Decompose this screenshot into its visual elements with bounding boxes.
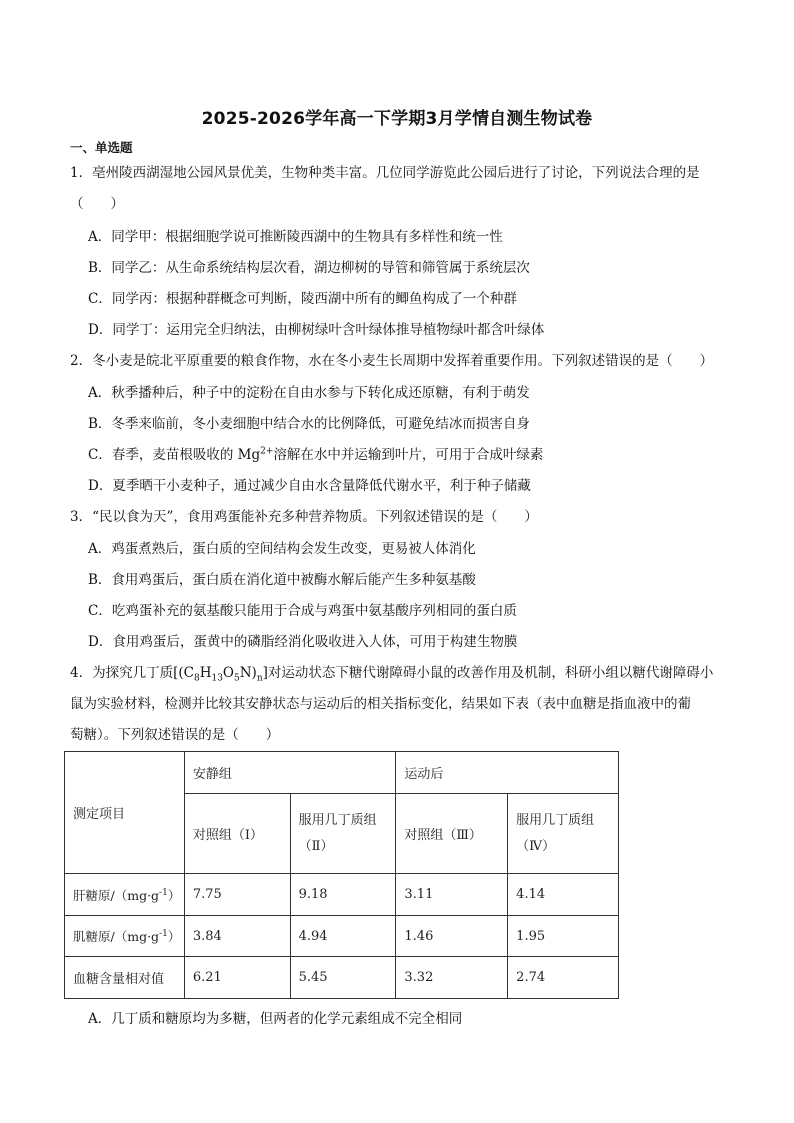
table-header-chitin-4 <box>508 794 619 874</box>
table-row <box>65 874 619 916</box>
table-header-measure-item: 测定项目 <box>65 752 185 874</box>
table-header-chitin-2 <box>290 794 396 874</box>
question-3-option-b: B．食用鸡蛋后，蛋白质在消化道中被酶水解后能产生多种氨基酸 <box>88 572 476 588</box>
q4-sub: n <box>256 673 263 684</box>
table-row <box>65 957 619 999</box>
question-2-option-c-pre: C．春季，麦苗根吸收的 Mg <box>88 447 261 463</box>
table-header-rest-group: 安静组 <box>184 752 396 794</box>
question-2-stem: 2．冬小麦是皖北平原重要的粮食作物，水在冬小麦生长周期中发挥着重要作用。下列叙述错误的是（ ） <box>70 353 714 369</box>
question-1-option-d: D．同学丁：运用完全归纳法，由柳树绿叶含叶绿体推导植物绿叶都含叶绿体 <box>88 322 545 338</box>
question-1-option-c: C．同学丙：根据种群概念可判断，陵西湖中所有的鲫鱼构成了一个种群 <box>88 291 517 307</box>
question-3-option-c: C．吃鸡蛋补充的氨基酸只能用于合成与鸡蛋中氨基酸序列相同的蛋白质 <box>88 603 517 619</box>
question-1-option-a: A．同学甲：根据细胞学说可推断陵西湖中的生物具有多样性和统一性 <box>88 229 503 245</box>
page-title: 2025-2026学年高一下学期3月学情自测生物试卷 <box>201 109 593 129</box>
table-cell: 9.18 <box>290 874 396 916</box>
row-label-part: 血糖含量相对值 <box>73 972 165 987</box>
row-label-part: 肌糖原/（mg·g <box>73 929 160 944</box>
row-label-sup: -1 <box>159 887 168 898</box>
table-cell: 5.45 <box>290 957 396 999</box>
table-cell: 1.46 <box>396 916 508 957</box>
table-cell: 3.11 <box>396 874 508 916</box>
header-line: 服用几丁质组 <box>298 812 377 828</box>
table-cell: 2.74 <box>508 957 619 999</box>
question-1-option-b: B．同学乙：从生命系统结构层次看，湖边柳树的导管和筛管属于系统层次 <box>88 260 530 276</box>
table-row <box>65 916 619 957</box>
question-3-option-d: D．食用鸡蛋后，蛋黄中的磷脂经消化吸收进入人体，可用于构建生物膜 <box>88 634 518 650</box>
q4-sub: 8 <box>193 673 200 684</box>
question-4-stem-line-3: 萄糖）。下列叙述错误的是（ ） <box>70 727 280 743</box>
question-2-option-c <box>88 446 543 464</box>
row-label-liver-glycogen <box>65 874 185 916</box>
table-header-control-1: 对照组（Ⅰ） <box>184 794 290 874</box>
q4-stem-part: 对运动状态下糖代谢障碍小鼠的改善作用及机制，科研小组以糖代谢障碍小 <box>267 665 714 681</box>
question-4-stem-line-1 <box>70 664 713 682</box>
row-label-muscle-glycogen <box>65 916 185 957</box>
table-cell: 3.32 <box>396 957 508 999</box>
question-2-option-a: A．秋季播种后，种子中的淀粉在自由水参与下转化成还原糖，有利于萌发 <box>88 385 530 401</box>
section-heading: 一、单选题 <box>70 140 133 155</box>
table-cell: 3.84 <box>184 916 290 957</box>
question-4-stem-line-2: 鼠为实验材料，检测并比较其安静状态与运动后的相关指标变化，结果如下表（表中血糖是指血液中的葡 <box>70 696 691 712</box>
header-line: （Ⅳ） <box>516 838 556 854</box>
q4-sub: 5 <box>234 673 240 684</box>
row-label-part: ） <box>167 887 181 903</box>
question-3-stem: 3．“民以食为天”，食用鸡蛋能补充多种营养物质。下列叙述错误的是（ ） <box>70 509 538 525</box>
q4-stem-part: N) <box>239 665 257 681</box>
table-cell: 4.94 <box>290 916 396 957</box>
question-1-stem: 1．亳州陵西湖湿地公园风景优美，生物种类丰富。几位同学游览此公园后进行了讨论，下列说法合理的是 <box>70 165 700 181</box>
row-label-part: 肝糖原/（mg·g <box>73 887 160 903</box>
row-label-part: ） <box>167 929 181 944</box>
q4-stem-part: ] <box>262 665 268 681</box>
q4-stem-part: O <box>222 665 234 681</box>
table-header-control-3: 对照组（Ⅲ） <box>396 794 508 874</box>
q4-stem-part: 4．为探究几丁质[(C <box>70 665 194 681</box>
question-2-option-b: B．冬季来临前，冬小麦细胞中结合水的比例降低，可避免结冰而损害自身 <box>88 416 530 432</box>
table-cell: 1.95 <box>508 916 619 957</box>
question-4-option-a: A．几丁质和糖原均为多糖，但两者的化学元素组成不完全相同 <box>88 1011 463 1027</box>
header-line: 服用几丁质组 <box>516 812 595 828</box>
q4-stem-part: H <box>199 665 212 681</box>
table-header-exercise-group: 运动后 <box>396 752 619 794</box>
question-3-option-a: A．鸡蛋煮熟后，蛋白质的空间结构会发生改变，更易被人体消化 <box>88 541 476 557</box>
table-cell: 6.21 <box>184 957 290 999</box>
table-cell: 7.75 <box>184 874 290 916</box>
question-1-answer-blank: （ ） <box>70 196 124 212</box>
question-2-option-c-post: 溶解在水中并运输到叶片，可用于合成叶绿素 <box>273 447 544 463</box>
glycogen-data-table <box>64 751 619 999</box>
row-label-blood-glucose <box>65 957 185 999</box>
header-line: （Ⅱ） <box>298 838 334 854</box>
table-cell: 4.14 <box>508 874 619 916</box>
row-label-sup: -1 <box>159 928 168 939</box>
question-2-option-d: D．夏季晒干小麦种子，通过减少自由水含量降低代谢水平，利于种子储藏 <box>88 478 531 494</box>
q4-sub: 13 <box>211 673 223 684</box>
magnesium-charge: 2+ <box>260 446 274 457</box>
